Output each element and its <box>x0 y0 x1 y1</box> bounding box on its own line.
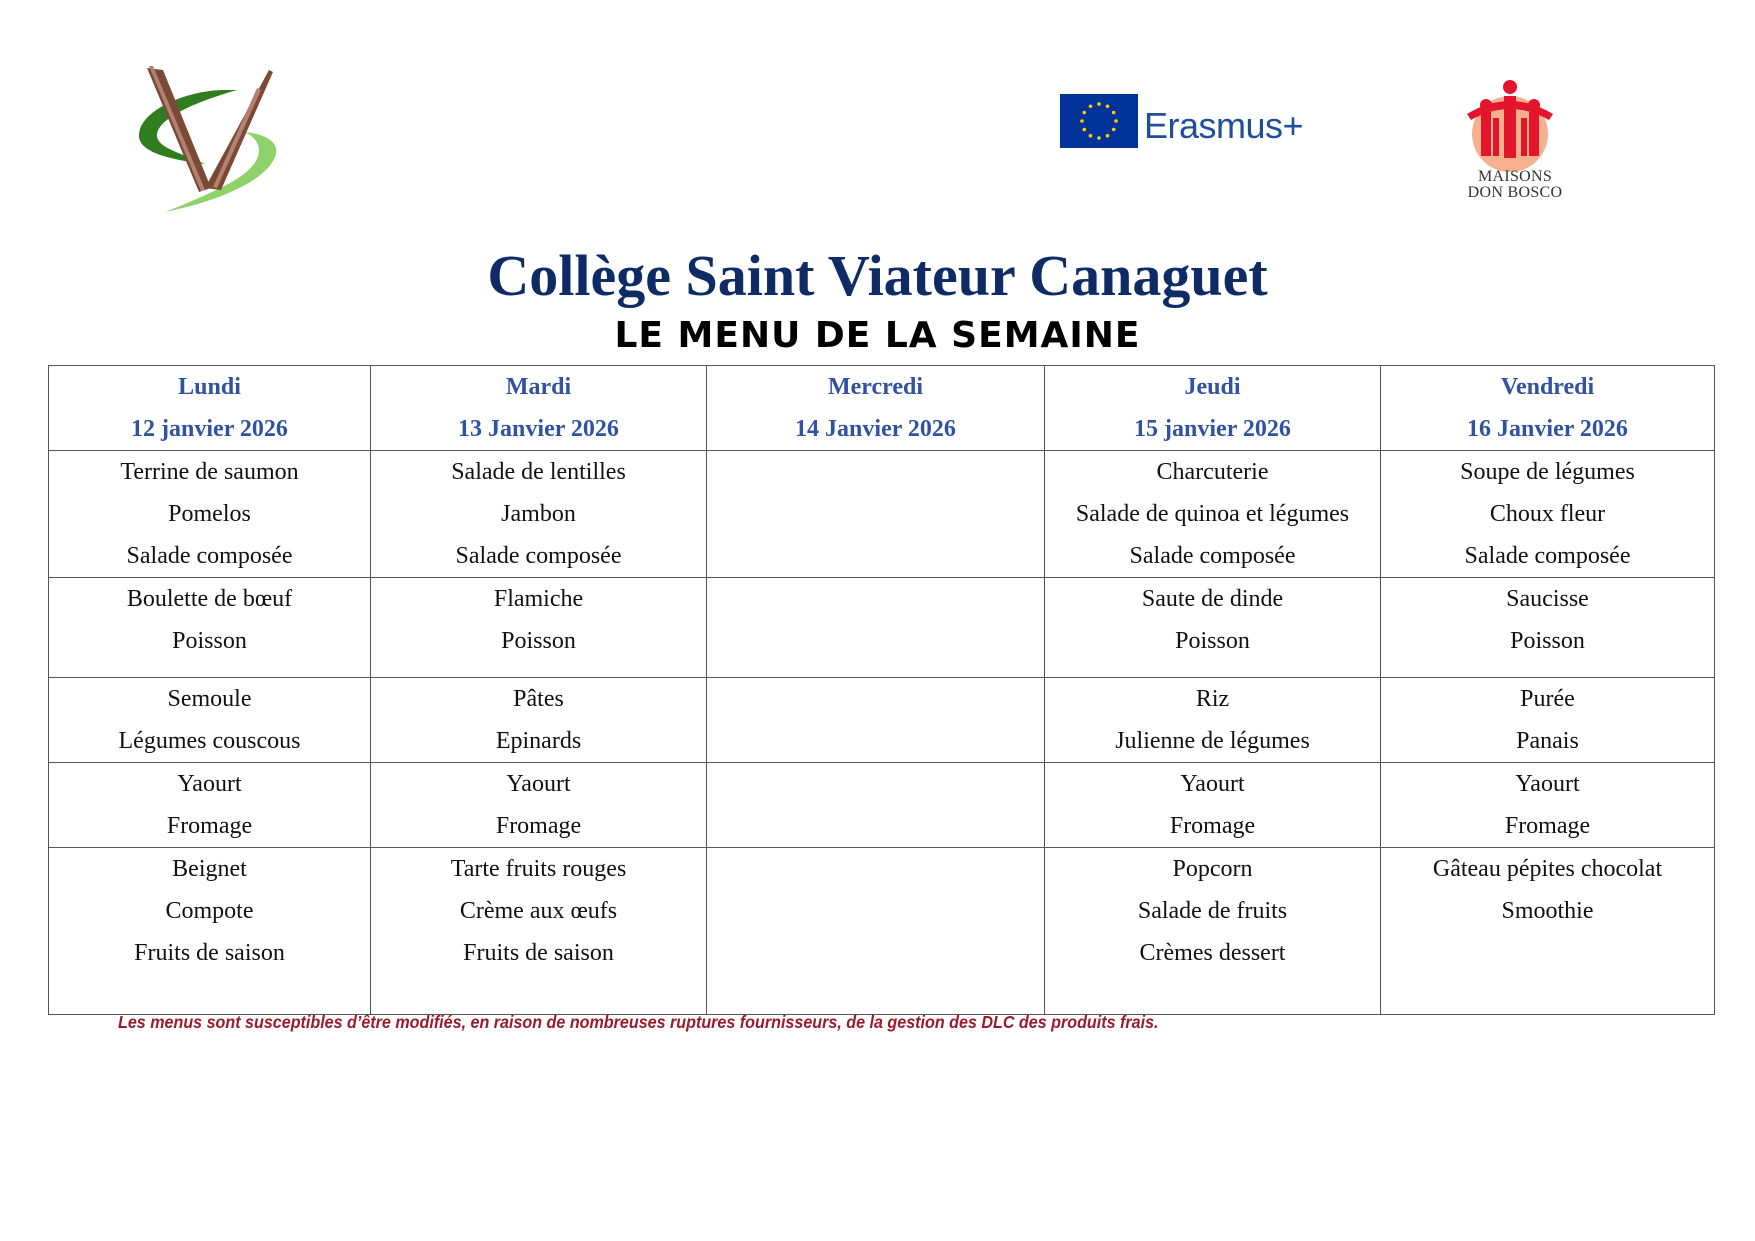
menu-item: Fruits de saison <box>134 940 285 966</box>
menu-item: Poisson <box>1510 628 1585 654</box>
menu-item: Fromage <box>1504 813 1591 839</box>
erasmus-logo <box>1060 94 1320 152</box>
menu-item: Poisson <box>1175 628 1250 654</box>
menu-cell <box>371 678 707 763</box>
menu-item: Soupe de légumes <box>1460 459 1635 485</box>
menu-item: Epinards <box>495 728 582 754</box>
day-header-row <box>49 366 1715 451</box>
day-date: 16 Janvier 2026 <box>1467 416 1628 442</box>
day-date: 15 janvier 2026 <box>1134 416 1291 442</box>
menu-cell <box>49 451 371 578</box>
menu-item: Beignet <box>172 856 247 882</box>
menu-item: Julienne de légumes <box>1115 728 1310 754</box>
menu-cell <box>1045 451 1381 578</box>
erasmus-text: Erasmus+ <box>1144 105 1304 146</box>
menu-cell <box>1045 763 1381 848</box>
day-name: Lundi <box>178 374 241 400</box>
donbosco-text-line2: DON BOSCO <box>1467 184 1563 201</box>
menu-item: Fromage <box>1169 813 1256 839</box>
menu-cell <box>1045 848 1381 1015</box>
menu-item: Salade composée <box>1464 543 1631 569</box>
menu-item: Yaourt <box>177 771 242 797</box>
menu-item: Crèmes dessert <box>1139 940 1286 966</box>
eu-star-icon <box>1114 119 1118 123</box>
donbosco-logo <box>1455 78 1575 204</box>
menu-cell <box>1381 848 1715 1015</box>
eu-star-icon <box>1106 134 1110 138</box>
menu-cell <box>371 451 707 578</box>
menu-item: Semoule <box>167 686 252 712</box>
menu-cell <box>371 763 707 848</box>
menu-item: Tarte fruits rouges <box>450 856 627 882</box>
eu-star-icon <box>1106 104 1110 108</box>
menu-item: Charcuterie <box>1156 459 1269 485</box>
day-date: 12 janvier 2026 <box>131 416 288 442</box>
day-name: Vendredi <box>1500 374 1595 400</box>
menu-item: Gâteau pépites chocolat <box>1432 856 1663 882</box>
menu-item: Yaourt <box>506 771 571 797</box>
eu-star-icon <box>1080 119 1084 123</box>
day-date: 14 Janvier 2026 <box>795 416 956 442</box>
menu-item: Riz <box>1195 686 1230 712</box>
menu-item: Salade de lentilles <box>451 459 626 485</box>
donbosco-text-line1: MAISONS <box>1477 168 1553 185</box>
menu-item: Fruits de saison <box>463 940 614 966</box>
menu-cell <box>1381 678 1715 763</box>
menu-item: Yaourt <box>1515 771 1580 797</box>
day-name: Jeudi <box>1184 374 1241 400</box>
day-header-jeudi <box>1045 366 1381 451</box>
menu-row <box>49 578 1715 678</box>
menu-item: Terrine de saumon <box>120 459 299 485</box>
menu-item: Fromage <box>495 813 582 839</box>
menu-cell <box>1381 578 1715 678</box>
menu-item: Pomelos <box>168 501 251 527</box>
menu-cell <box>707 578 1045 678</box>
menu-cell <box>707 451 1045 578</box>
eu-flag-icon <box>1060 94 1138 148</box>
menu-table <box>48 365 1715 1015</box>
menu-cell <box>371 848 707 1015</box>
day-date: 13 Janvier 2026 <box>458 416 619 442</box>
menu-item: Smoothie <box>1501 898 1594 924</box>
eu-star-icon <box>1097 102 1101 106</box>
menu-item: Crème aux œufs <box>459 898 618 924</box>
menu-cell <box>49 578 371 678</box>
menu-row <box>49 848 1715 1015</box>
menu-item: Flamiche <box>493 586 584 612</box>
menu-item: Poisson <box>501 628 576 654</box>
menu-cell <box>1381 763 1715 848</box>
menu-item: Salade composée <box>1129 543 1296 569</box>
menu-item: Purée <box>1520 686 1575 712</box>
menu-item: Saucisse <box>1506 586 1589 612</box>
menu-item: Boulette de bœuf <box>126 586 293 612</box>
menu-row <box>49 451 1715 578</box>
day-header-mercredi <box>707 366 1045 451</box>
menu-item: Salade composée <box>126 543 293 569</box>
school-logo <box>125 62 295 232</box>
menu-item: Pâtes <box>513 686 564 712</box>
footnote: Les menus sont susceptibles d’être modifiés, en raison de nombreuses ruptures fournisseurs, de la gestion des DLC des produits frais. <box>118 1012 1159 1032</box>
eu-star-icon <box>1097 136 1101 140</box>
menu-cell <box>1381 451 1715 578</box>
menu-cell <box>1045 678 1381 763</box>
eu-star-icon <box>1089 134 1093 138</box>
saint-viateur-logo-icon <box>125 62 295 232</box>
eu-star-icon <box>1082 128 1086 132</box>
eu-star-icon <box>1112 111 1116 115</box>
eu-star-icon <box>1082 111 1086 115</box>
menu-item: Compote <box>165 898 254 924</box>
eu-star-icon <box>1112 128 1116 132</box>
day-header-mardi <box>371 366 707 451</box>
page-subtitle: LE MENU DE LA SEMAINE <box>614 315 1141 356</box>
menu-item: Popcorn <box>1172 856 1253 882</box>
menu-item: Choux fleur <box>1489 501 1606 527</box>
menu-cell <box>49 678 371 763</box>
menu-cell <box>49 763 371 848</box>
menu-cell <box>707 763 1045 848</box>
menu-cell <box>707 848 1045 1015</box>
menu-item: Légumes couscous <box>118 728 301 754</box>
page-title: Collège Saint Viateur Canaguet <box>487 243 1268 308</box>
menu-item: Salade composée <box>455 543 622 569</box>
menu-cell <box>49 848 371 1015</box>
day-name: Mardi <box>505 374 572 400</box>
day-header-vendredi <box>1381 366 1715 451</box>
menu-item: Saute de dinde <box>1141 586 1284 612</box>
menu-item: Yaourt <box>1180 771 1245 797</box>
day-header-lundi <box>49 366 371 451</box>
day-name: Mercredi <box>827 374 924 400</box>
menu-item: Salade de fruits <box>1137 898 1288 924</box>
donbosco-figures-icon <box>1455 78 1575 174</box>
menu-row <box>49 763 1715 848</box>
eu-star-icon <box>1089 104 1093 108</box>
menu-row <box>49 678 1715 763</box>
menu-cell <box>1045 578 1381 678</box>
menu-item: Salade de quinoa et légumes <box>1075 501 1350 527</box>
menu-cell <box>371 578 707 678</box>
menu-item: Panais <box>1516 728 1579 754</box>
menu-item: Jambon <box>501 501 576 527</box>
menu-item: Poisson <box>172 628 247 654</box>
menu-item: Fromage <box>166 813 253 839</box>
menu-cell <box>707 678 1045 763</box>
